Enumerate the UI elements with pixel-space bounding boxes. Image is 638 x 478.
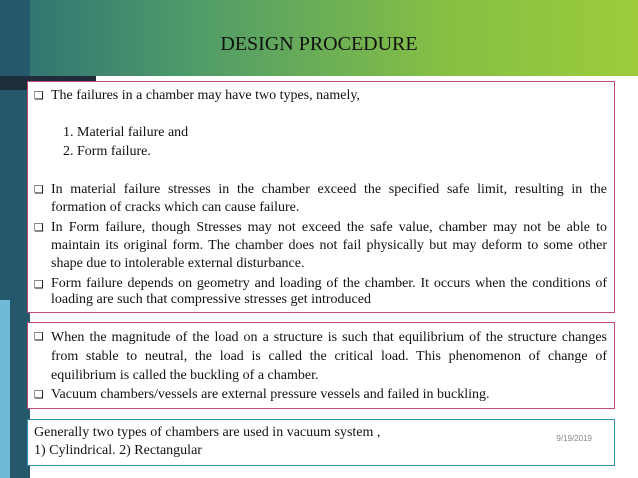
checkbox-bullet-icon: ❑: [34, 89, 44, 102]
slide-title: DESIGN PROCEDURE: [220, 33, 418, 55]
material-failure-text: In material failure stresses in the chamber exceed the specified safe limit, resulting in the formation of cracks which can cause failure.: [51, 182, 607, 215]
chamber-types-line2: 1) Cylindrical. 2) Rectangular: [34, 443, 202, 458]
failures-intro: The failures in a chamber may have two types, namely,: [51, 88, 360, 103]
buckling-box: [27, 322, 615, 409]
blue-wedge: [0, 300, 10, 478]
chamber-types-line1: Generally two types of chambers are used in vacuum system ,: [34, 425, 381, 440]
checkbox-bullet-icon: ❑: [34, 221, 44, 234]
failures-box: [27, 81, 615, 313]
failure-types-list: [63, 123, 188, 161]
checkbox-bullet-icon: ❑: [34, 388, 44, 401]
vacuum-vessels-text: Vacuum chambers/vessels are external pressure vessels and failed in buckling.: [51, 387, 490, 402]
critical-load-text: When the magnitude of the load on a structure is such that equilibrium of the structure changes from stable to neutral, the load is called the critical load. This phenomenon of change of equilibrium is called the buckling of a chamber.: [51, 330, 607, 383]
checkbox-bullet-icon: ❑: [34, 330, 44, 343]
checkbox-bullet-icon: ❑: [34, 183, 44, 196]
form-failure-text: In Form failure, though Stresses may not exceed the safe value, chamber may not be able to maintain its original form. The chamber does not fail physically but may deform to some other shape due to intolerable external disturbance.: [51, 220, 607, 271]
chamber-types-box: [27, 419, 615, 466]
form-failure-dependency-text: Form failure depends on geometry and loading of the chamber. It occurs when the conditions of loading are such that compressive stresses get introduced: [51, 276, 607, 307]
checkbox-bullet-icon: ❑: [34, 278, 44, 291]
list-item: 2. Form failure.: [63, 144, 151, 159]
list-item: 1. Material failure and: [63, 125, 189, 140]
slide-date: 9/19/2019: [556, 434, 592, 443]
